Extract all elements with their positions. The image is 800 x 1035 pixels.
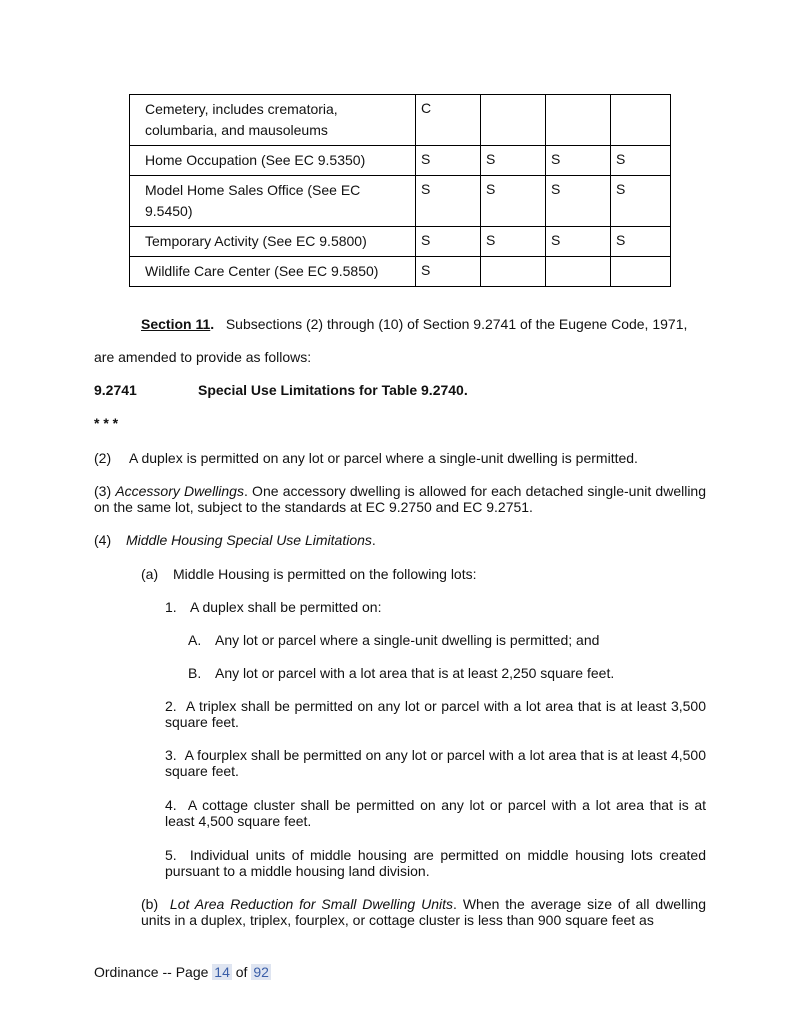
code-cell: S — [416, 146, 481, 176]
item-5-number: 5. — [165, 847, 177, 863]
code-cell: S — [546, 227, 611, 257]
code-cell — [546, 257, 611, 287]
sub-a-number: (a) — [141, 566, 159, 582]
item-b-number: B. — [188, 665, 202, 681]
para-3-title: Accessory Dwellings — [115, 483, 244, 499]
item-2-number: 2. — [165, 698, 177, 714]
para-4-tail: . — [371, 532, 376, 548]
para-2-text: A duplex is permitted on any lot or parcel where a single-unit dwelling is permitted. — [129, 450, 638, 466]
item-a-text: Any lot or parcel where a single-unit dwelling is permitted; and — [215, 632, 600, 648]
item-5-text: Individual units of middle housing are permitted on middle housing lots created pursuant to a middle housing land division. — [165, 847, 706, 879]
section-label: Section 11 — [141, 316, 211, 332]
code-cell — [481, 257, 546, 287]
use-cell: Model Home Sales Office (See EC 9.5450) — [130, 176, 416, 227]
footer-of: of — [235, 964, 248, 980]
item-2 — [165, 698, 706, 730]
para-3-number: (3) — [94, 483, 112, 499]
code-cell: S — [611, 146, 671, 176]
item-4-text: A cottage cluster shall be permitted on any lot or parcel with a lot area that is at least 4,500 square feet. — [165, 797, 706, 829]
page-number: 14 — [214, 964, 230, 980]
section-continuation: are amended to provide as follows: — [94, 349, 312, 365]
item-2-text: A triplex shall be permitted on any lot or parcel with a lot area that is at least 3,500 square feet. — [165, 698, 707, 730]
table-row — [130, 146, 671, 176]
code-cell: S — [481, 176, 546, 227]
use-cell: Home Occupation (See EC 9.5350) — [130, 146, 416, 176]
code-cell: S — [611, 227, 671, 257]
para-4-title: Middle Housing Special Use Limitations — [126, 532, 372, 548]
page-total: 92 — [253, 964, 269, 980]
use-cell: Wildlife Care Center (See EC 9.5850) — [130, 257, 416, 287]
sub-b-title: Lot Area Reduction for Small Dwelling Units — [169, 896, 454, 912]
code-cell: S — [611, 176, 671, 227]
code-cell — [546, 95, 611, 146]
code-cell — [611, 257, 671, 287]
sub-a-text: Middle Housing is permitted on the following lots: — [173, 566, 477, 582]
code-cell: S — [546, 146, 611, 176]
code-cell: S — [481, 227, 546, 257]
code-cell: S — [416, 227, 481, 257]
sub-b-number: (b) — [141, 896, 159, 912]
sub-b — [141, 896, 706, 928]
section-text: Subsections (2) through (10) of Section 9.2741 of the Eugene Code, 1971, — [225, 316, 688, 332]
omission-stars: * * * — [94, 415, 119, 431]
sub-b-text: . When the average size of all dwelling units in a duplex, triplex, fourplex, or cottage cluster is less than 900 square feet as — [141, 896, 706, 928]
item-a-number: A. — [188, 632, 202, 648]
use-cell: Temporary Activity (See EC 9.5800) — [130, 227, 416, 257]
land-use-table — [129, 94, 671, 287]
footer-prefix: Ordinance -- Page — [94, 964, 209, 980]
page-footer — [94, 964, 271, 980]
para-3 — [94, 483, 706, 515]
section-period: . — [210, 316, 215, 332]
para-4 — [126, 532, 376, 548]
para-4-number: (4) — [94, 532, 112, 548]
table-row — [130, 227, 671, 257]
item-5 — [165, 847, 706, 879]
code-cell — [481, 95, 546, 146]
code-cell: S — [416, 257, 481, 287]
item-1-text: A duplex shall be permitted on: — [190, 599, 382, 615]
code-cell: S — [546, 176, 611, 227]
table-row — [130, 257, 671, 287]
item-3 — [165, 747, 706, 779]
use-cell: Cemetery, includes crematoria, columbaria, and mausoleums — [130, 95, 416, 146]
code-cell: S — [481, 146, 546, 176]
code-heading: Special Use Limitations for Table 9.2740. — [198, 382, 468, 398]
item-1-number: 1. — [165, 599, 177, 615]
item-3-text: A fourplex shall be permitted on any lot or parcel with a lot area that is at least 4,500 square feet. — [165, 747, 706, 779]
code-cell: S — [416, 176, 481, 227]
item-3-number: 3. — [165, 747, 177, 763]
para-2-number: (2) — [94, 450, 112, 466]
table-row — [130, 95, 671, 146]
table-row — [130, 176, 671, 227]
item-4-number: 4. — [165, 797, 177, 813]
section-intro — [141, 316, 707, 332]
item-4 — [165, 797, 706, 829]
para-3-text: . One accessory dwelling is allowed for each detached single-unit dwelling on the same lot, subject to the standards at EC 9.2750 and EC 9.2751. — [94, 483, 707, 515]
item-b-text: Any lot or parcel with a lot area that is at least 2,250 square feet. — [215, 665, 615, 681]
code-cell: C — [416, 95, 481, 146]
code-cell — [611, 95, 671, 146]
code-number: 9.2741 — [94, 382, 137, 398]
